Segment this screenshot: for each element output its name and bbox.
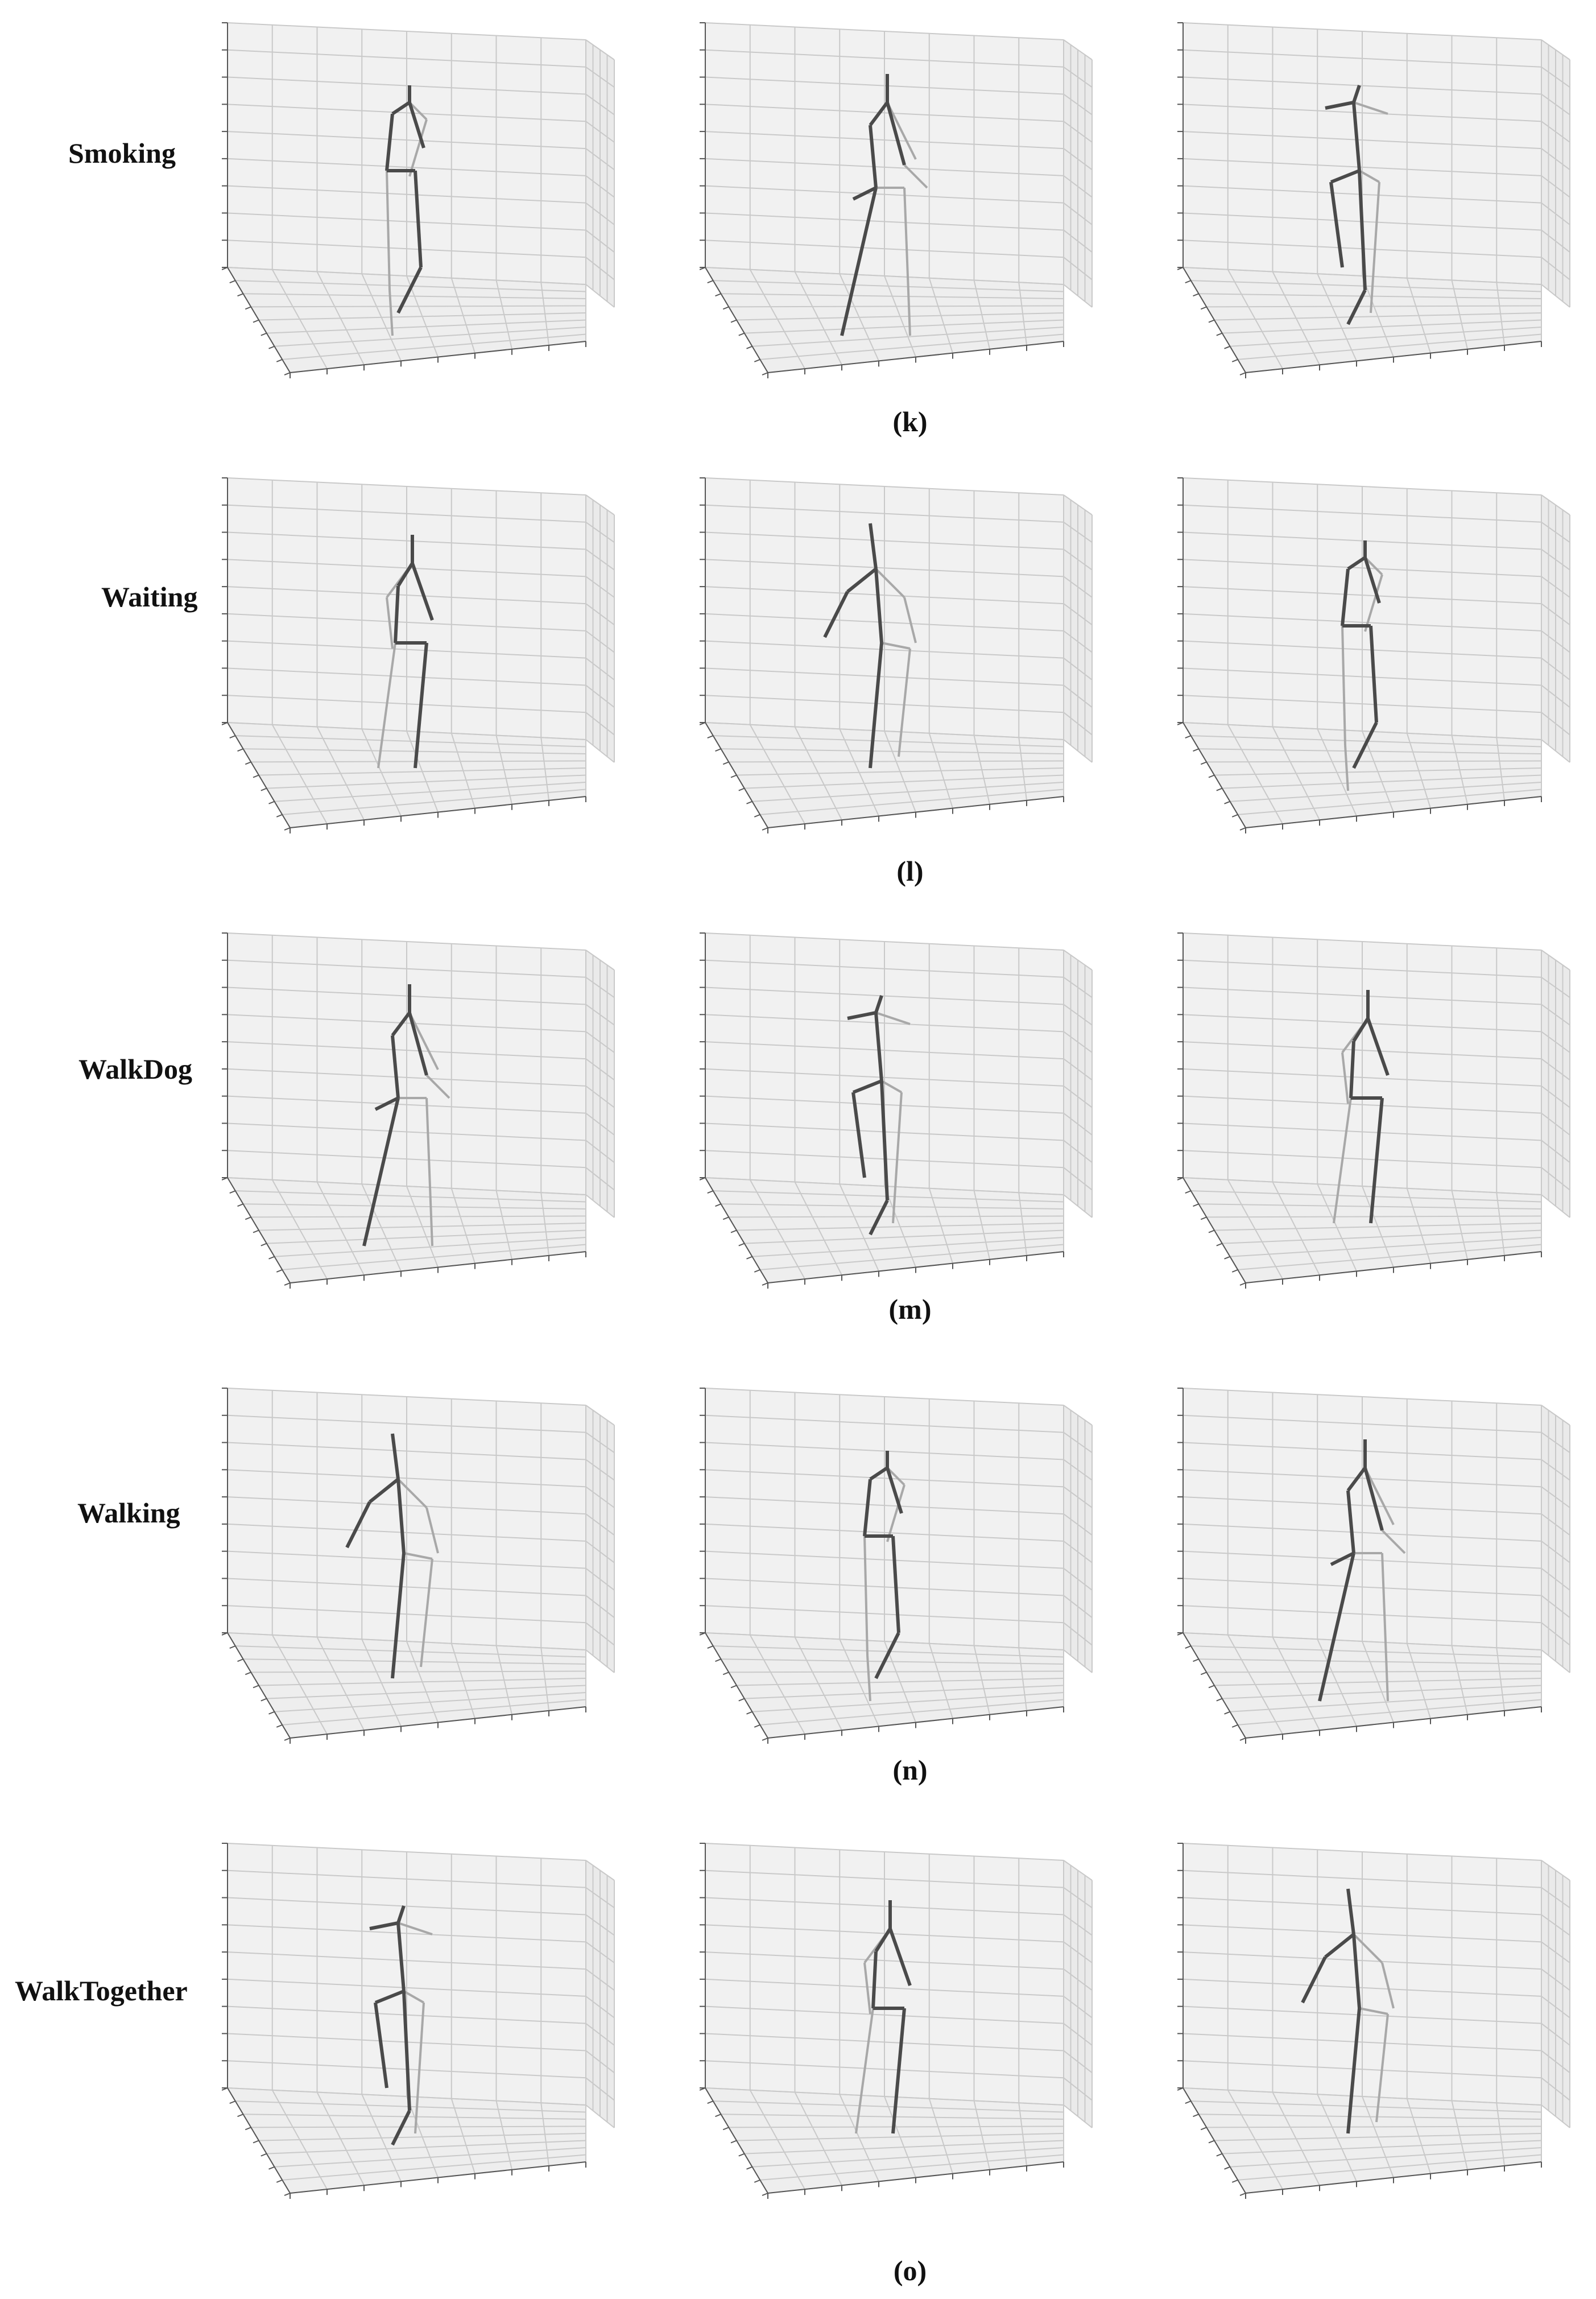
pose-panel — [700, 17, 1098, 384]
pose-panel — [1177, 1382, 1576, 1749]
pose-panel — [1177, 927, 1576, 1294]
panel-caption-o: (o) — [893, 2255, 927, 2286]
pose-panel — [700, 927, 1098, 1294]
pose-panel — [222, 1838, 620, 2205]
row-label-walkdog: WalkDog — [78, 1053, 193, 1085]
row-label-walktogether: WalkTogether — [15, 1975, 188, 2007]
pose-panel — [700, 1838, 1098, 2205]
pose-panel — [222, 1382, 620, 1749]
row-label-walking: Walking — [77, 1497, 180, 1529]
pose-panel — [222, 17, 620, 384]
panel-caption-m: (m) — [888, 1293, 932, 1325]
panel-caption-l: (l) — [896, 855, 924, 887]
pose-panel — [1177, 17, 1576, 384]
pose-panel — [222, 927, 620, 1294]
pose-panel — [700, 472, 1098, 839]
pose-panel — [1177, 472, 1576, 839]
panel-caption-n: (n) — [892, 1754, 928, 1786]
panel-caption-k: (k) — [892, 406, 928, 437]
pose-panel — [1177, 1838, 1576, 2205]
pose-panel — [222, 472, 620, 839]
row-label-smoking: Smoking — [68, 137, 176, 169]
pose-panel — [700, 1382, 1098, 1749]
row-label-waiting: Waiting — [101, 581, 198, 613]
